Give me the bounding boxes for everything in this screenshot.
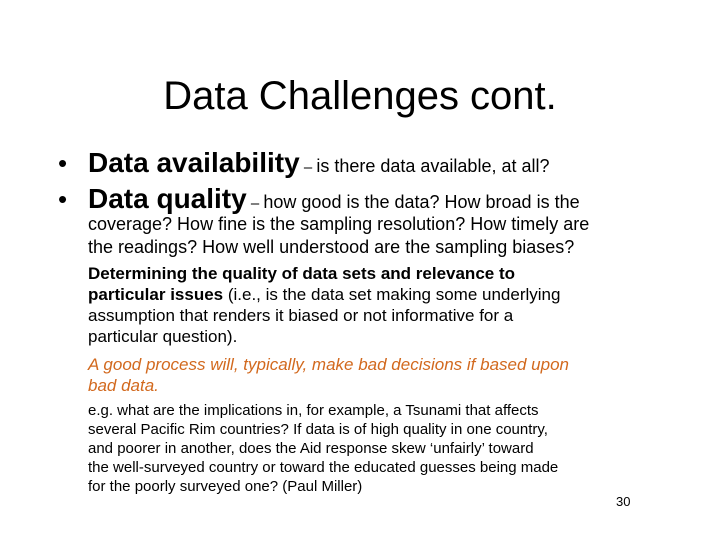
bullet-data-availability (58, 147, 550, 179)
quality-questions (88, 213, 688, 259)
text-line: the well-surveyed country or toward the educated guesses being made (88, 459, 559, 476)
bullet-text: how good is the data? How broad is the (263, 192, 580, 212)
bullet-text: is there data available, at all? (316, 156, 550, 176)
text-line: bad data. (88, 376, 159, 395)
text-line: A good process will, typically, make bad decisions if based upon (88, 355, 569, 374)
text-line: the readings? How well understood are the sampling biases? (88, 237, 575, 257)
text-line: and poorer in another, does the Aid response skew ‘unfairly’ toward (88, 440, 534, 457)
bullet-marker: • (58, 148, 68, 178)
text-line: e.g. what are the implications in, for example, a Tsunami that affects (88, 402, 539, 419)
text-line: coverage? How fine is the sampling resolution? How timely are (88, 214, 590, 234)
text-line: Determining the quality of data sets and relevance to (88, 264, 515, 283)
text-line: for the poorly surveyed one? (Paul Miller) (88, 478, 363, 495)
text-fragment: (i.e., is the data set making some underlying (223, 285, 561, 304)
bullet-dash: – (299, 159, 317, 176)
page-number: 30 (616, 494, 631, 509)
bullet-dash: – (246, 195, 264, 212)
example-paragraph (88, 401, 688, 496)
bullet-heading: Data availability (88, 147, 300, 178)
bold-phrase: particular issues (88, 285, 224, 304)
text-line: several Pacific Rim countries? If data is of high quality in one country, (88, 421, 548, 438)
text-line: assumption that renders it biased or not informative for a (88, 306, 514, 325)
bullet-data-quality (58, 183, 580, 215)
bullet-heading: Data quality (88, 183, 247, 214)
process-note (88, 354, 688, 396)
text-line: particular question). (88, 327, 238, 346)
bullet-marker: • (58, 184, 68, 214)
text-line (88, 284, 688, 305)
determining-paragraph (88, 263, 688, 347)
slide-title: Data Challenges cont. (163, 74, 557, 118)
